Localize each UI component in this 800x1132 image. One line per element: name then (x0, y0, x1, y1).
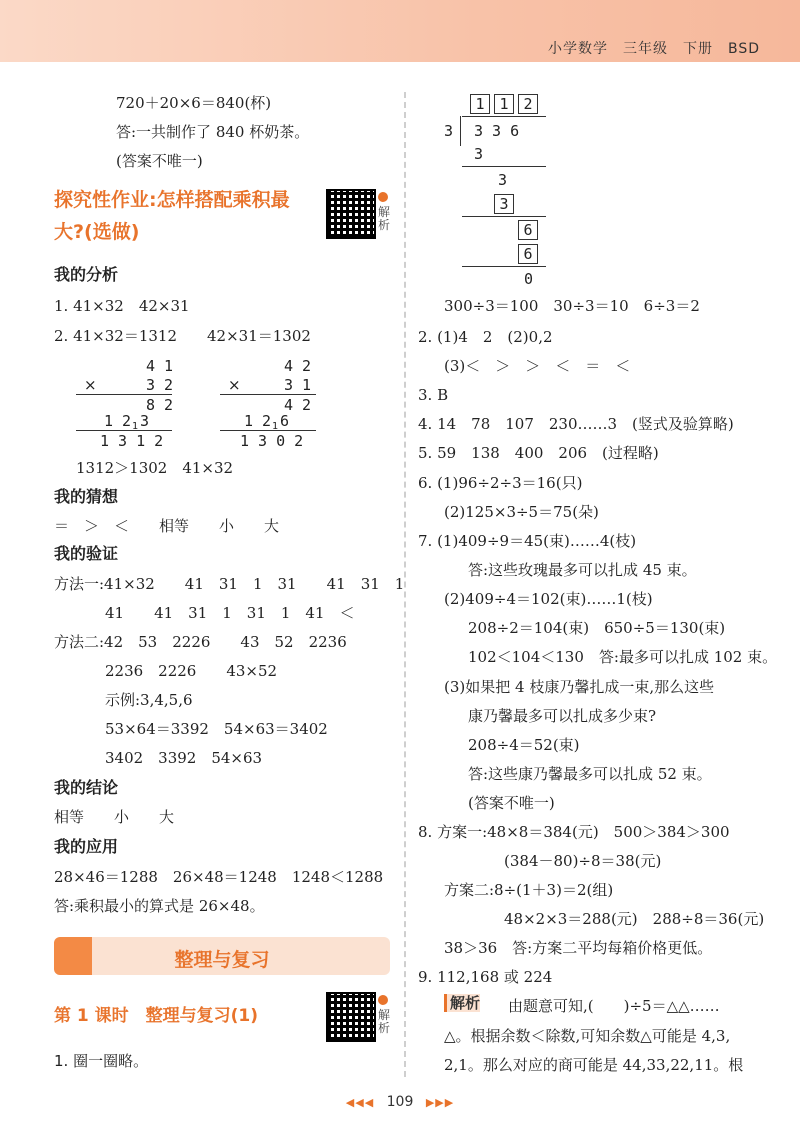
analysis-label: 解析 (444, 994, 480, 1012)
calc-b-row4: 1 2 (244, 412, 272, 430)
answer-4: 4. 14 78 107 230……3 (竖式及验算略) (418, 415, 734, 433)
answer-7-3: (3)如果把 4 枝康乃馨扎成一束,那么这些 (444, 678, 715, 696)
analysis-title: 我的分析 (54, 265, 119, 284)
qr-label: 解析 (378, 205, 391, 232)
answer-7-note: (答案不唯一) (468, 794, 555, 812)
verify-line-7: 3402 3392 54×63 (60, 749, 263, 767)
answer-7-2-ans: 102＜104＜130 答:最多可以扎成 102 束。 (468, 648, 778, 666)
answer-7-3-ans: 答:这些康乃馨最多可以扎成 52 束。 (468, 765, 712, 783)
verify-line-2: 41 41 31 1 31 1 41 ＜ (90, 604, 355, 622)
answer-7-3-calc: 208÷4＝52(束) (468, 736, 580, 754)
division-line-3 (462, 266, 546, 267)
verify-title: 我的验证 (54, 544, 119, 563)
division-step-5: 6 (518, 244, 538, 264)
answer-3: 3. B (418, 386, 449, 404)
quotient-digit-1: 1 (470, 94, 490, 114)
page-footer (0, 1094, 800, 1110)
conclusion-title: 我的结论 (54, 778, 119, 797)
lesson-item-1: 1. 圈一圈略。 (54, 1052, 149, 1070)
verify-line-1: 方法一:41×32 41 31 1 31 41 31 1 (54, 575, 405, 593)
answer-7-2-calc: 208÷2＝104(束) 650÷5＝130(束) (468, 619, 726, 637)
calc-a-row4: 1 2 (104, 412, 132, 430)
divisor: 3 (444, 122, 454, 140)
top-line-3: (答案不唯一) (116, 152, 203, 170)
division-line-1 (462, 166, 546, 167)
division-remainder: 0 (524, 270, 534, 288)
answer-8-1: 8. 方案一:48×8＝384(元) 500＞384＞300 (418, 823, 730, 841)
calc-a-line2 (76, 430, 172, 431)
apply-line-2: 答:乘积最小的算式是 26×48。 (54, 897, 265, 915)
division-step-1: 3 (474, 145, 484, 163)
section-title-line2: 大?(选做) (54, 221, 140, 243)
calc-a-row2: 3 2 (146, 376, 174, 394)
calc-b-row2: 3 1 (284, 376, 312, 394)
calc-b-result: 1 3 0 2 (240, 432, 304, 450)
answer-7-1-ans: 答:这些玫瑰最多可以扎成 45 束。 (468, 561, 697, 579)
calc-b-carry: 1 (272, 421, 279, 432)
analysis-2: 2. 41×32＝1312 42×31＝1302 (54, 327, 311, 345)
answer-9: 9. 112,168 或 224 (418, 968, 553, 986)
guess-line: ＝ ＞ ＜ 相等 小 大 (54, 517, 280, 535)
verify-line-5: 示例:3,4,5,6 (60, 691, 193, 709)
calc-a-row4-end: 3 (140, 412, 150, 430)
calc-b-row1: 4 2 (284, 357, 312, 375)
answer-2-3: (3)＜ ＞ ＞ ＜ ＝ ＜ (444, 357, 631, 375)
answer-8-2-calc: 48×2×3＝288(元) 288÷8＝36(元) (504, 910, 765, 928)
division-bar (462, 116, 546, 117)
apply-line-1: 28×46＝1288 26×48＝1248 1248＜1288 (54, 868, 384, 886)
lesson-title: 第 1 课时 整理与复习(1) (54, 1006, 259, 1026)
prev-arrows-icon: ◀◀◀ (345, 1096, 375, 1109)
division-bracket (460, 116, 461, 146)
conclusion-line: 相等 小 大 (54, 808, 175, 826)
division-line-2 (462, 216, 546, 217)
verify-line-3: 方法二:42 53 2226 43 52 2236 (54, 633, 347, 651)
next-arrows-icon: ▶▶▶ (425, 1096, 455, 1109)
analysis-text-1: 由题意可知,( )÷5＝△△…… (508, 997, 720, 1015)
header-title: 小学数学 三年级 下册 BSD (547, 41, 760, 57)
answer-5: 5. 59 138 400 206 (过程略) (418, 444, 659, 462)
calc-a-carry: 1 (132, 421, 139, 432)
answer-8-2: 方案二:8÷(1＋3)＝2(组) (444, 881, 614, 899)
calc-b-row3: 4 2 (284, 396, 312, 414)
calc-a-row1: 4 1 (146, 357, 174, 375)
answer-6-2: (2)125×3÷5＝75(朵) (444, 503, 599, 521)
calc-a-row3: 8 2 (146, 396, 174, 414)
answer-8-ans: 38＞36 答:方案二平均每箱价格更低。 (444, 939, 713, 957)
answer-7-2: (2)409÷4＝102(束)……1(枝) (444, 590, 653, 608)
verify-line-6: 53×64＝3392 54×63＝3402 (60, 720, 328, 738)
apply-title: 我的应用 (54, 837, 119, 856)
page-number: 109 (386, 1094, 414, 1110)
calc-b-line1 (220, 394, 316, 395)
calc-b-line2 (220, 430, 316, 431)
lesson-play-icon (378, 995, 388, 1005)
analysis-text-2: △。根据余数＜除数,可知余数△可能是 4,3, (444, 1027, 731, 1045)
division-summary: 300÷3＝100 30÷3＝10 6÷3＝2 (444, 297, 700, 315)
calc-b-row4-end: 6 (280, 412, 290, 430)
quotient-digit-3: 2 (518, 94, 538, 114)
quotient-digit-2: 1 (494, 94, 514, 114)
analysis-1: 1. 41×32 42×31 (54, 297, 190, 315)
answer-7-1: 7. (1)409÷9＝45(束)……4(枝) (418, 532, 637, 550)
division-step-4: 6 (518, 220, 538, 240)
guess-title: 我的猜想 (54, 487, 119, 506)
section-banner (54, 937, 390, 975)
qr-code-icon[interactable] (326, 189, 376, 239)
calc-a-op: × (84, 376, 97, 394)
section-title-line1: 探究性作业:怎样搭配乘积最 (54, 189, 290, 211)
calc-b-op: × (228, 376, 241, 394)
answer-2-1: 2. (1)4 2 (2)0,2 (418, 328, 553, 346)
page-header (0, 0, 800, 62)
dividend: 3 3 6 (474, 122, 520, 140)
division-step-2: 3 (498, 171, 508, 189)
top-line-1: 720＋20×6＝840(杯) (116, 94, 272, 112)
answer-8-1-calc: (384－80)÷8＝38(元) (504, 852, 662, 870)
verify-line-4: 2236 2226 43×52 (60, 662, 278, 680)
lesson-qr-code-icon[interactable] (326, 992, 376, 1042)
division-step-3: 3 (494, 194, 514, 214)
compare-line: 1312＞1302 41×32 (76, 459, 234, 477)
top-line-2: 答:一共制作了 840 杯奶茶。 (116, 123, 310, 141)
play-icon (378, 192, 388, 202)
calc-a-line1 (76, 394, 172, 395)
lesson-qr-label: 解析 (378, 1008, 391, 1035)
answer-6-1: 6. (1)96÷2÷3＝16(只) (418, 474, 583, 492)
analysis-text-3: 2,1。那么对应的商可能是 44,33,22,11。根 (444, 1056, 744, 1074)
banner-title: 整理与复习 (174, 949, 270, 971)
answer-7-3-cont: 康乃馨最多可以扎成多少束? (468, 707, 657, 725)
calc-a-result: 1 3 1 2 (100, 432, 164, 450)
